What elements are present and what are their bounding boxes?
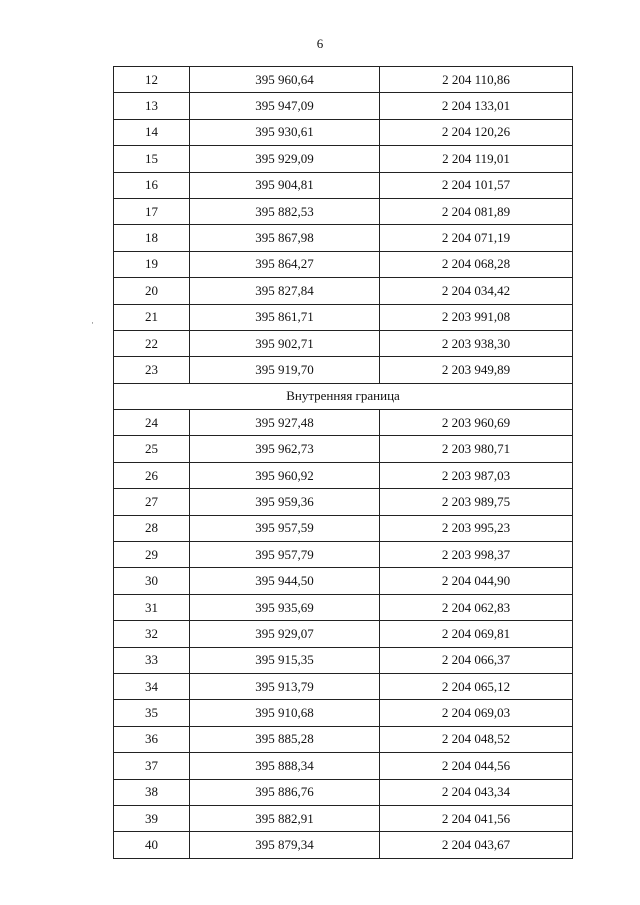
x-coordinate-cell: 395 957,59 [190,515,380,541]
table-row [114,172,573,198]
point-number-cell: 28 [114,515,190,541]
point-number-cell: 40 [114,832,190,858]
point-number-cell: 22 [114,330,190,356]
x-coordinate-cell: 395 947,09 [190,93,380,119]
point-number-cell: 35 [114,700,190,726]
x-coordinate-cell: 395 929,07 [190,621,380,647]
y-coordinate-cell: 2 204 119,01 [380,146,573,172]
y-coordinate-cell: 2 204 068,28 [380,251,573,277]
x-coordinate-cell: 395 827,84 [190,278,380,304]
y-coordinate-cell: 2 204 041,56 [380,805,573,831]
table-row [114,489,573,515]
x-coordinate-cell: 395 930,61 [190,119,380,145]
x-coordinate-cell: 395 861,71 [190,304,380,330]
table-row [114,542,573,568]
y-coordinate-cell: 2 203 949,89 [380,357,573,383]
coordinates-table [113,66,573,859]
x-coordinate-cell: 395 929,09 [190,146,380,172]
x-coordinate-cell: 395 913,79 [190,673,380,699]
x-coordinate-cell: 395 962,73 [190,436,380,462]
point-number-cell: 31 [114,594,190,620]
y-coordinate-cell: 2 204 044,90 [380,568,573,594]
point-number-cell: 16 [114,172,190,198]
table-row [114,673,573,699]
page-number: 6 [316,36,324,51]
point-number-cell: 13 [114,93,190,119]
table-section-header [114,383,573,409]
x-coordinate-cell: 395 904,81 [190,172,380,198]
table-row [114,146,573,172]
x-coordinate-cell: 395 882,91 [190,805,380,831]
table-row [114,278,573,304]
section-row [114,383,573,409]
y-coordinate-cell: 2 204 062,83 [380,594,573,620]
table-row [114,67,573,93]
x-coordinate-cell: 395 879,34 [190,832,380,858]
table-row [114,119,573,145]
y-coordinate-cell: 2 204 069,81 [380,621,573,647]
table-row [114,304,573,330]
table-row [114,410,573,436]
y-coordinate-cell: 2 203 998,37 [380,542,573,568]
x-coordinate-cell: 395 885,28 [190,726,380,752]
x-coordinate-cell: 395 927,48 [190,410,380,436]
table-row [114,251,573,277]
x-coordinate-cell: 395 882,53 [190,198,380,224]
table-row [114,225,573,251]
point-number-cell: 18 [114,225,190,251]
table-row [114,832,573,858]
point-number-cell: 33 [114,647,190,673]
x-coordinate-cell: 395 867,98 [190,225,380,251]
x-coordinate-cell: 395 957,79 [190,542,380,568]
y-coordinate-cell: 2 203 987,03 [380,462,573,488]
table-body-inner-boundary [114,410,573,859]
margin-mark: · [91,318,94,328]
y-coordinate-cell: 2 203 995,23 [380,515,573,541]
x-coordinate-cell: 395 915,35 [190,647,380,673]
point-number-cell: 27 [114,489,190,515]
point-number-cell: 14 [114,119,190,145]
point-number-cell: 20 [114,278,190,304]
table-row [114,462,573,488]
y-coordinate-cell: 2 204 133,01 [380,93,573,119]
x-coordinate-cell: 395 959,36 [190,489,380,515]
point-number-cell: 34 [114,673,190,699]
section-label: Внутренняя граница [114,383,573,409]
x-coordinate-cell: 395 886,76 [190,779,380,805]
point-number-cell: 12 [114,67,190,93]
y-coordinate-cell: 2 203 960,69 [380,410,573,436]
y-coordinate-cell: 2 204 034,42 [380,278,573,304]
table-row [114,436,573,462]
y-coordinate-cell: 2 204 048,52 [380,726,573,752]
y-coordinate-cell: 2 204 120,26 [380,119,573,145]
y-coordinate-cell: 2 204 066,37 [380,647,573,673]
y-coordinate-cell: 2 204 110,86 [380,67,573,93]
y-coordinate-cell: 2 204 043,34 [380,779,573,805]
point-number-cell: 32 [114,621,190,647]
table-row [114,357,573,383]
point-number-cell: 25 [114,436,190,462]
x-coordinate-cell: 395 864,27 [190,251,380,277]
x-coordinate-cell: 395 935,69 [190,594,380,620]
point-number-cell: 26 [114,462,190,488]
x-coordinate-cell: 395 919,70 [190,357,380,383]
point-number-cell: 37 [114,753,190,779]
y-coordinate-cell: 2 203 989,75 [380,489,573,515]
x-coordinate-cell: 395 960,64 [190,67,380,93]
point-number-cell: 23 [114,357,190,383]
table-row [114,93,573,119]
table-row [114,805,573,831]
point-number-cell: 24 [114,410,190,436]
table-row [114,647,573,673]
table-row [114,621,573,647]
y-coordinate-cell: 2 204 071,19 [380,225,573,251]
point-number-cell: 30 [114,568,190,594]
y-coordinate-cell: 2 204 044,56 [380,753,573,779]
point-number-cell: 39 [114,805,190,831]
y-coordinate-cell: 2 203 938,30 [380,330,573,356]
point-number-cell: 38 [114,779,190,805]
y-coordinate-cell: 2 203 991,08 [380,304,573,330]
y-coordinate-cell: 2 204 081,89 [380,198,573,224]
point-number-cell: 36 [114,726,190,752]
y-coordinate-cell: 2 204 101,57 [380,172,573,198]
point-number-cell: 17 [114,198,190,224]
x-coordinate-cell: 395 960,92 [190,462,380,488]
table-row [114,753,573,779]
table-row [114,330,573,356]
y-coordinate-cell: 2 204 043,67 [380,832,573,858]
x-coordinate-cell: 395 910,68 [190,700,380,726]
y-coordinate-cell: 2 204 065,12 [380,673,573,699]
point-number-cell: 15 [114,146,190,172]
x-coordinate-cell: 395 902,71 [190,330,380,356]
table-row [114,726,573,752]
table-row [114,700,573,726]
table-row [114,198,573,224]
y-coordinate-cell: 2 204 069,03 [380,700,573,726]
x-coordinate-cell: 395 944,50 [190,568,380,594]
x-coordinate-cell: 395 888,34 [190,753,380,779]
table-body-outer-boundary [114,67,573,384]
table-row [114,779,573,805]
table-row [114,568,573,594]
point-number-cell: 21 [114,304,190,330]
y-coordinate-cell: 2 203 980,71 [380,436,573,462]
table-row [114,594,573,620]
table-row [114,515,573,541]
point-number-cell: 29 [114,542,190,568]
point-number-cell: 19 [114,251,190,277]
